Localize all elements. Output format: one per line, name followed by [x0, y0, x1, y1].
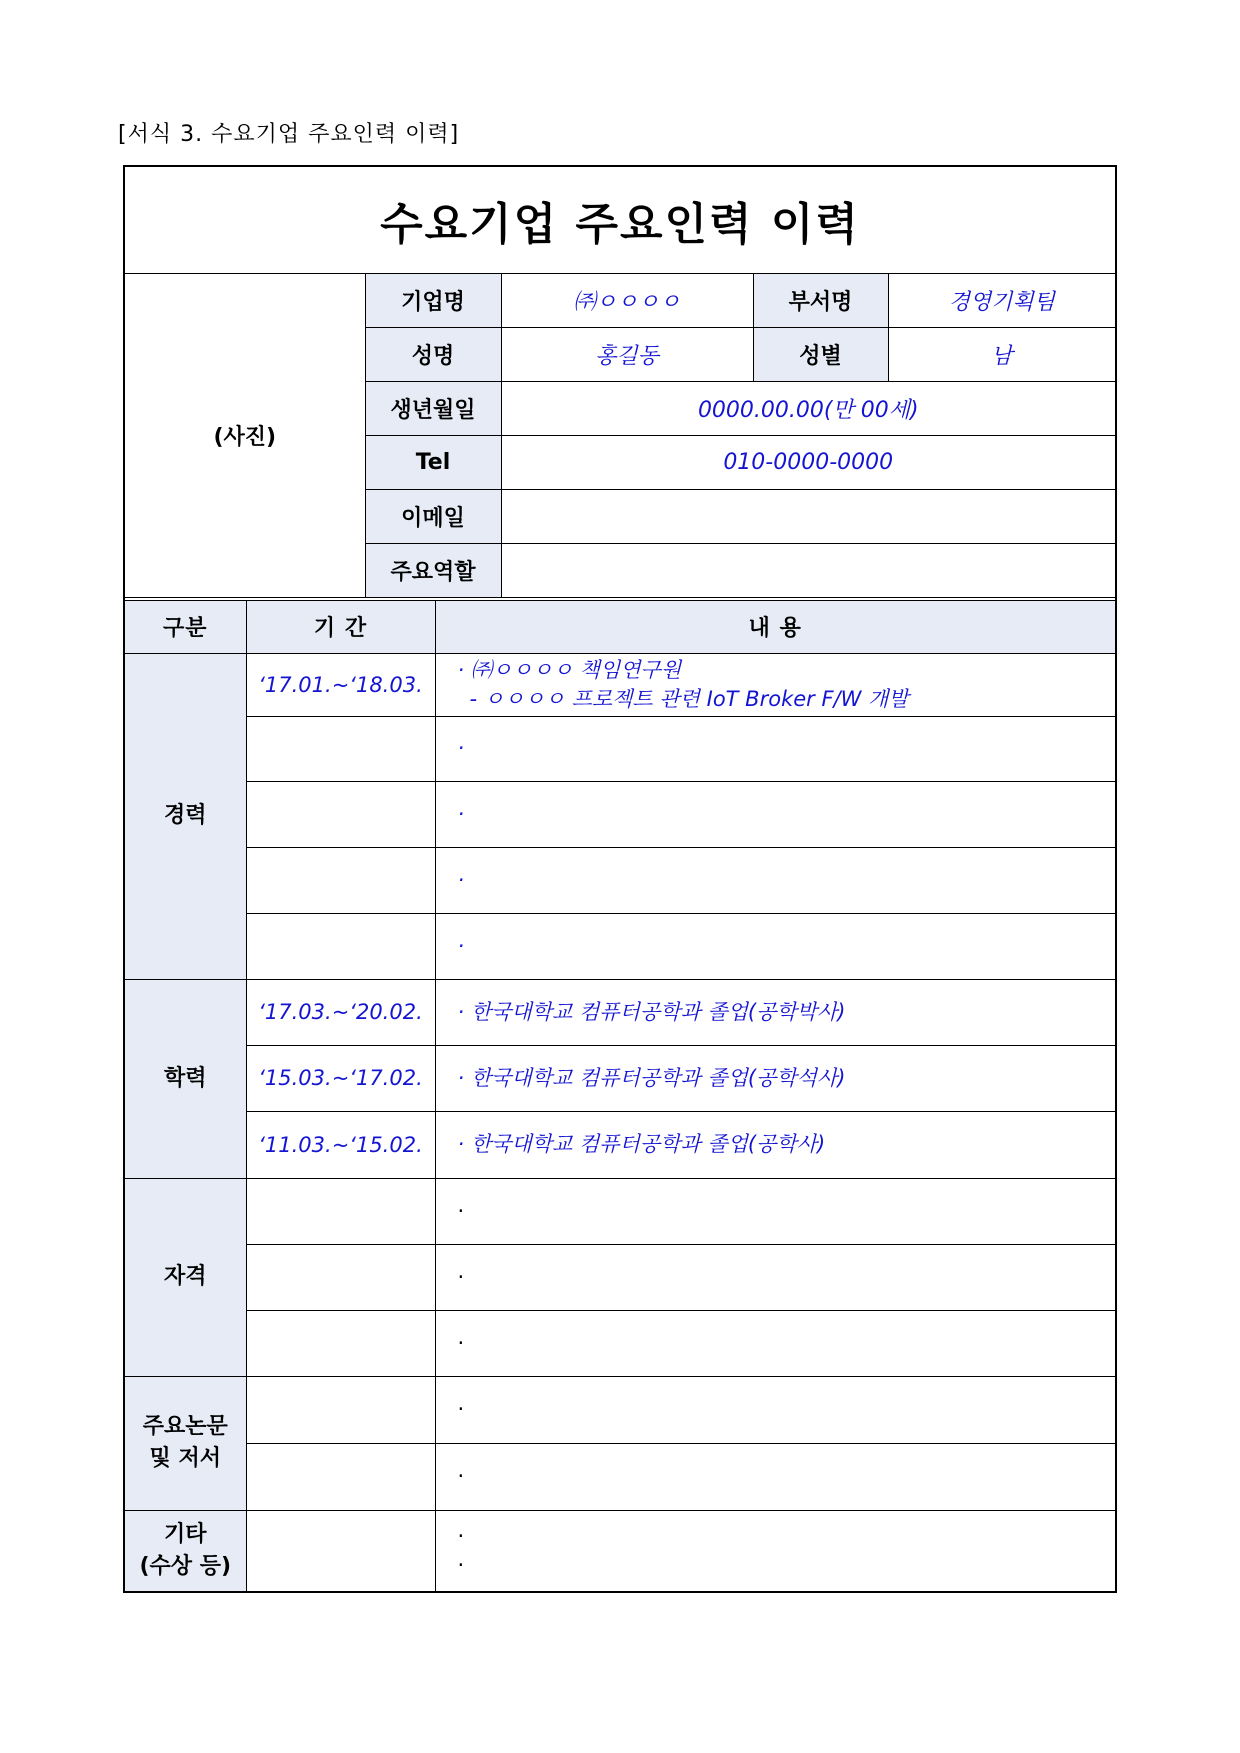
table-row: [125, 1310, 1115, 1376]
company-label: 기업명: [365, 273, 501, 327]
certification-content-line: ·: [457, 1264, 465, 1289]
main-role-value: [501, 543, 1115, 597]
name-value: 홍길동: [501, 327, 753, 381]
email-label: 이메일: [365, 489, 501, 543]
table-row: [125, 1376, 1115, 1443]
career-label: [125, 653, 246, 979]
personnel-history-form: [123, 165, 1117, 1593]
education-period: ‘15.03.~‘17.02.: [246, 1045, 435, 1111]
education-label: [125, 979, 246, 1178]
career-content-line: ·: [457, 801, 465, 826]
gender-label: 성별: [753, 327, 888, 381]
papers-label-line: 및 저서: [149, 1446, 221, 1471]
others-label: [125, 1510, 246, 1591]
paper-content-line: ·: [457, 1397, 465, 1421]
paper-content: [435, 1443, 1115, 1510]
table-row: [125, 979, 1115, 1045]
others-label-line: (수상 등): [139, 1553, 232, 1579]
gender-value: 남: [888, 327, 1115, 381]
period-header: 기 간: [246, 601, 435, 653]
table-row: [125, 1510, 1115, 1591]
career-period: [246, 913, 435, 979]
paper-period: [246, 1443, 435, 1510]
email-value: [501, 489, 1115, 543]
certifications-label: [125, 1178, 246, 1376]
tel-value: 010-0000-0000: [501, 435, 1115, 489]
education-period: ‘17.03.~‘20.02.: [246, 979, 435, 1045]
career-content: [435, 847, 1115, 913]
table-row: [125, 716, 1115, 781]
profile-table: [125, 167, 1115, 597]
table-row: [125, 1244, 1115, 1310]
career-content: [435, 781, 1115, 847]
education-label-line: 학력: [163, 1065, 207, 1091]
education-content-line: · 한국대학교 컴퓨터공학과 졸업(공학박사): [457, 999, 846, 1024]
career-period: [246, 847, 435, 913]
career-content-line: ·: [457, 736, 465, 760]
form-number-label: [서식 3. 수요기업 주요인력 이력]: [118, 122, 460, 147]
career-content-line: · ㈜ㅇㅇㅇㅇ 책임연구원: [457, 657, 682, 682]
table-row: [125, 781, 1115, 847]
certification-period: [246, 1244, 435, 1310]
papers-label: [125, 1376, 246, 1510]
paper-content-line: ·: [457, 1464, 465, 1488]
education-content-line: · 한국대학교 컴퓨터공학과 졸업(공학사): [457, 1132, 826, 1156]
photo-placeholder: (사진): [125, 273, 365, 597]
main-role-label: 주요역할: [365, 543, 501, 597]
content-header: 내 용: [435, 601, 1115, 653]
education-content-line: · 한국대학교 컴퓨터공학과 졸업(공학석사): [457, 1065, 846, 1090]
certification-content: [435, 1244, 1115, 1310]
career-period: [246, 781, 435, 847]
other-content-line: ·: [457, 1523, 465, 1548]
table-row: [125, 913, 1115, 979]
certification-content-line: ·: [457, 1198, 465, 1223]
department-label: 부서명: [753, 273, 888, 327]
department-value: 경영기획팀: [888, 273, 1115, 327]
company-value: ㈜ㅇㅇㅇㅇ: [501, 273, 753, 327]
career-content: [435, 716, 1115, 781]
category-header: 구분: [125, 601, 246, 653]
career-label-line: 경력: [163, 803, 207, 828]
table-row: [125, 653, 1115, 716]
birth-date-value: 0000.00.00(만 00세): [501, 381, 1115, 435]
education-content: [435, 979, 1115, 1045]
career-content: [435, 913, 1115, 979]
education-content: [435, 1045, 1115, 1111]
history-table: [125, 601, 1115, 1591]
history-header-row: [125, 601, 1115, 653]
table-row: [125, 1443, 1115, 1510]
certification-period: [246, 1310, 435, 1376]
certifications-label-line: 자격: [163, 1264, 207, 1289]
other-content: [435, 1510, 1115, 1591]
other-period: [246, 1510, 435, 1591]
tel-label: Tel: [365, 435, 501, 489]
birth-date-label: 생년월일: [365, 381, 501, 435]
certification-content: [435, 1310, 1115, 1376]
papers-label-line: 주요논문: [142, 1414, 228, 1439]
career-content: [435, 653, 1115, 716]
career-period: ‘17.01.~‘18.03.: [246, 653, 435, 716]
paper-period: [246, 1376, 435, 1443]
paper-content: [435, 1376, 1115, 1443]
table-row: [125, 1111, 1115, 1178]
education-period: ‘11.03.~‘15.02.: [246, 1111, 435, 1178]
table-row: [125, 1178, 1115, 1244]
education-content: [435, 1111, 1115, 1178]
other-content-line: ·: [457, 1552, 465, 1577]
career-content-line: ·: [457, 933, 465, 958]
form-title: 수요기업 주요인력 이력: [125, 167, 1115, 273]
certification-period: [246, 1178, 435, 1244]
career-period: [246, 716, 435, 781]
table-row: [125, 1045, 1115, 1111]
name-label: 성명: [365, 327, 501, 381]
table-row: [125, 847, 1115, 913]
certification-content: [435, 1178, 1115, 1244]
certification-content-line: ·: [457, 1330, 465, 1355]
career-content-line: - ㅇㅇㅇㅇ 프로젝트 관련 IoT Broker F/W 개발: [469, 686, 909, 711]
others-label-line: 기타: [163, 1521, 207, 1547]
career-content-line: ·: [457, 867, 465, 892]
